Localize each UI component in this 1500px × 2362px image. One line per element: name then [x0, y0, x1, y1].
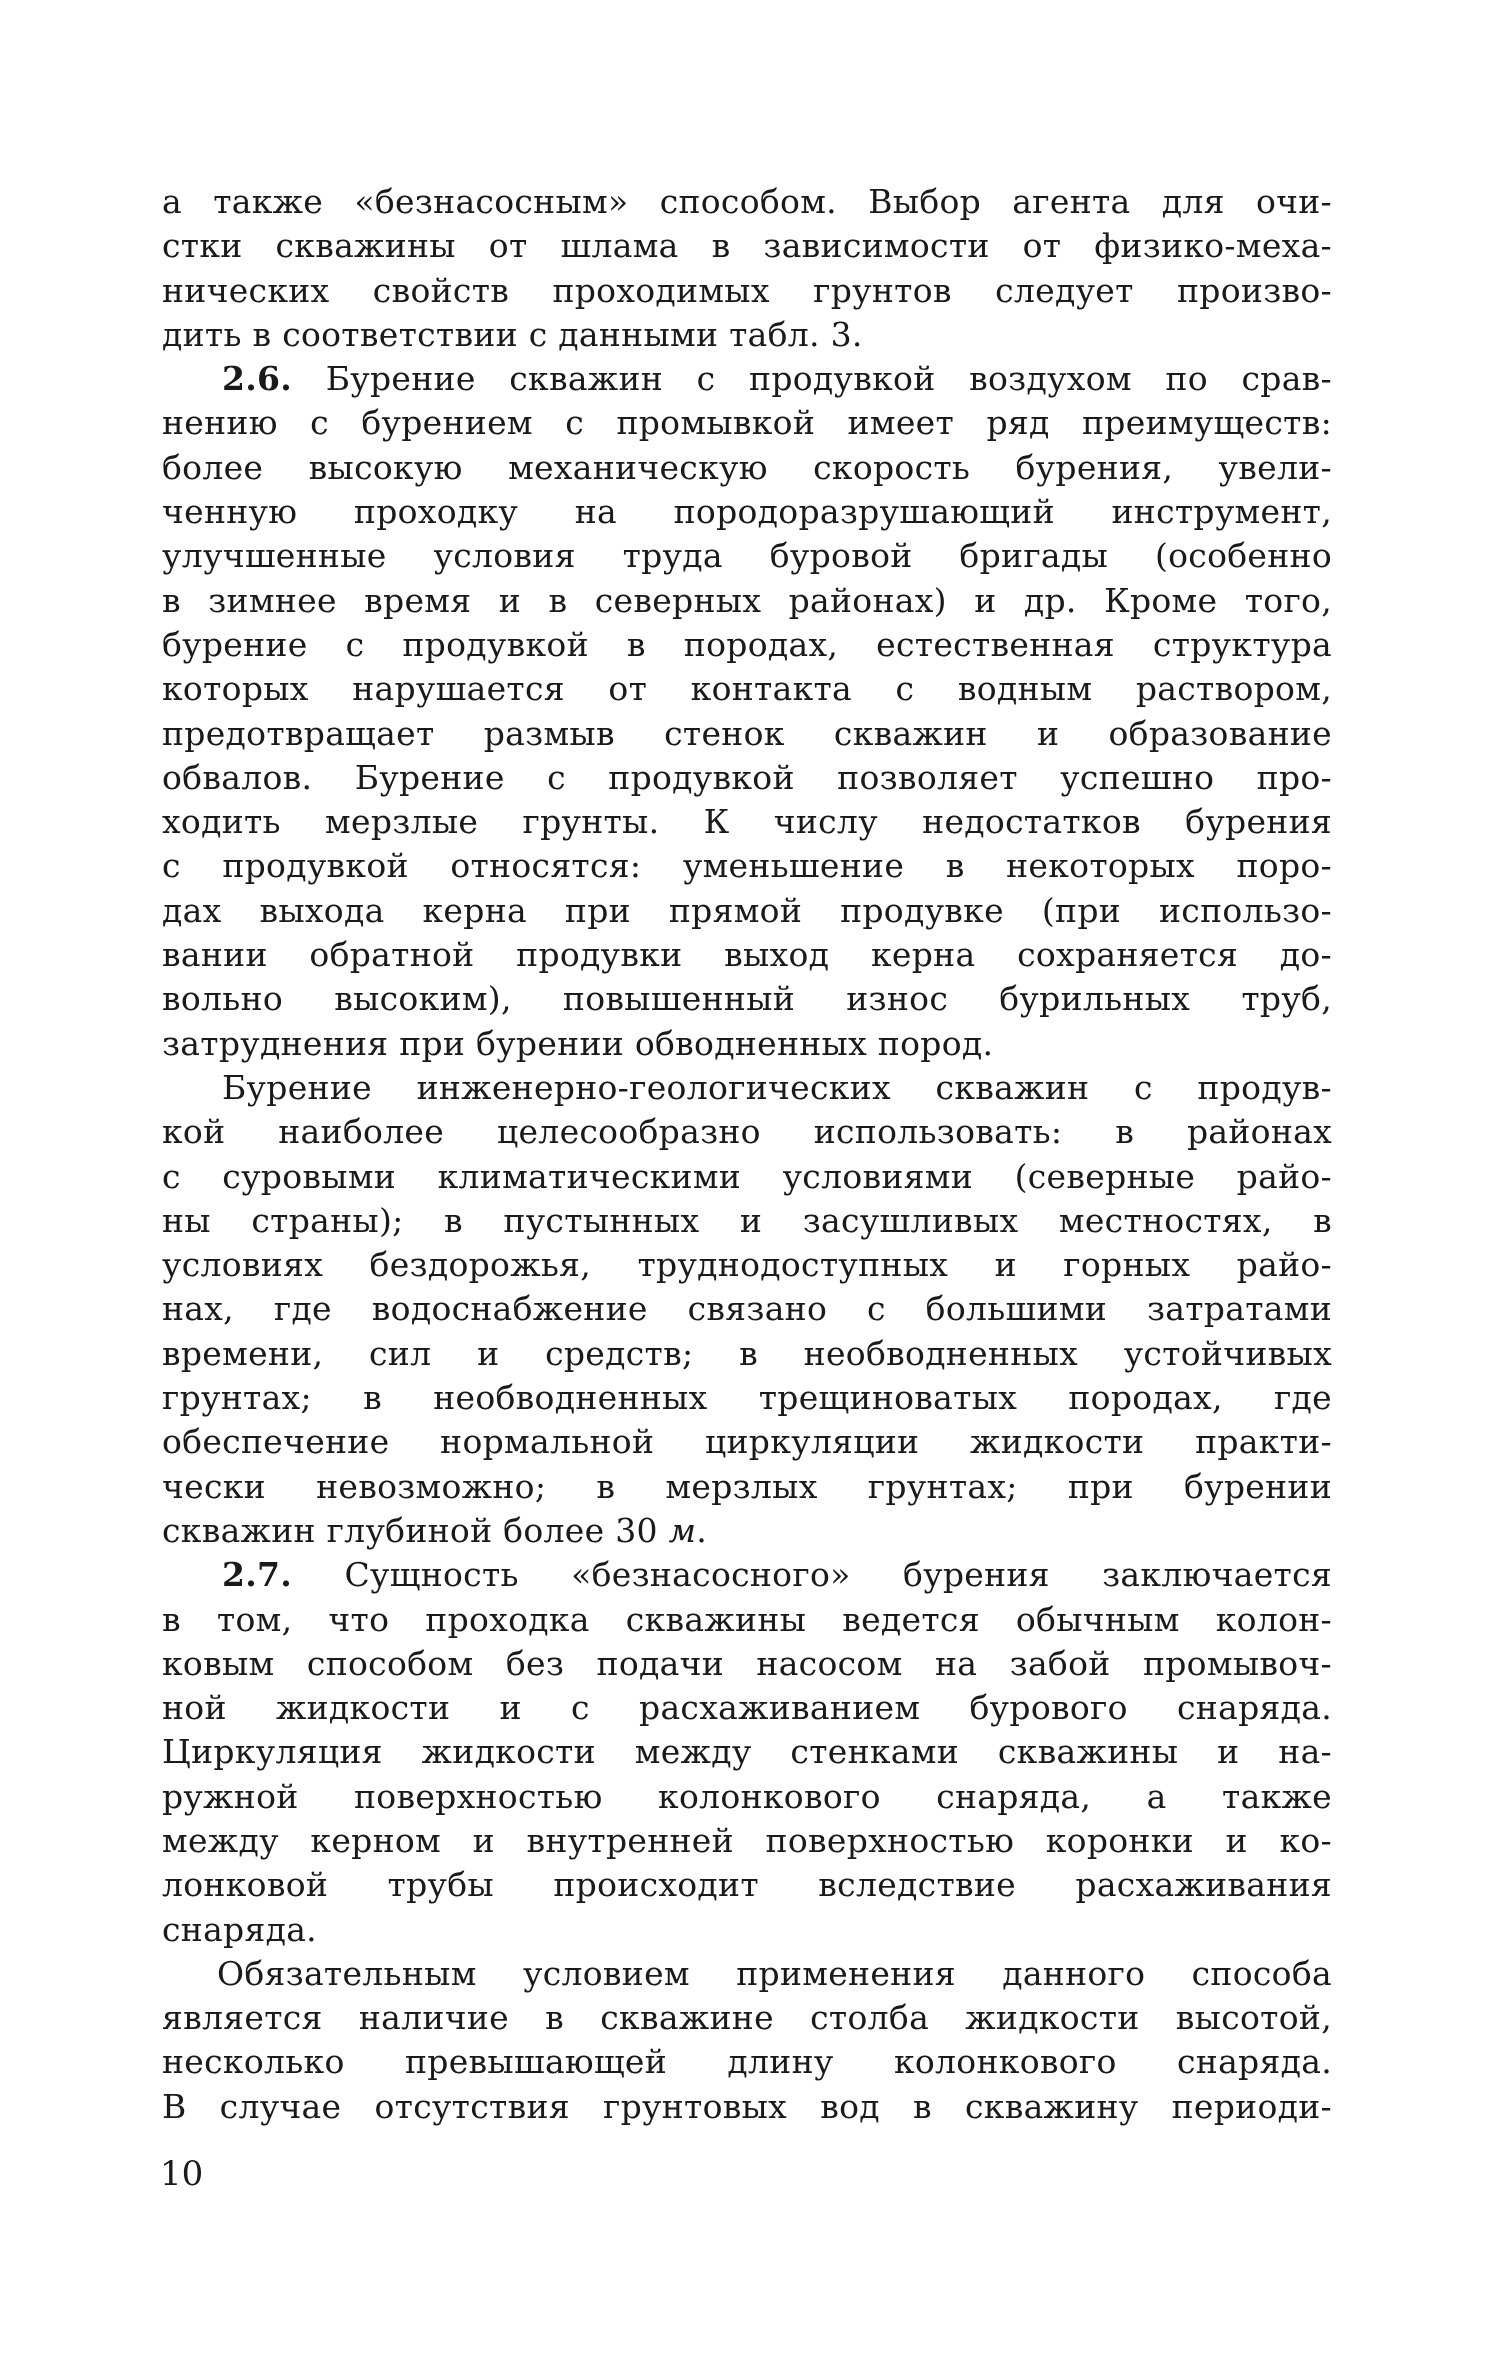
- text-line: [162, 1863, 1332, 1907]
- line-text: нению с бурением с промывкой имеет ряд преимуществ:: [162, 403, 1332, 443]
- line-text: В случае отсутствия грунтовых вод в скважину периоди-: [162, 2086, 1332, 2126]
- text-line: [162, 844, 1332, 888]
- line-text: ны страны); в пустынных и засушливых местностях, в: [162, 1200, 1332, 1240]
- text-line: [162, 1420, 1332, 1464]
- line-text: ченную проходку на породоразрушающий инструмент,: [162, 492, 1332, 532]
- line-text: вании обратной продувки выход керна сохраняется до-: [162, 935, 1332, 975]
- text-line: [162, 1509, 1332, 1553]
- line-text: Бурение скважин с продувкой воздухом по срав-: [292, 359, 1332, 399]
- line-text: вольно высоким), повышенный износ бурильных труб,: [162, 979, 1332, 1019]
- line-text: более высокую механическую скорость бурения, увели-: [162, 447, 1332, 487]
- text-line: [162, 180, 1332, 224]
- text-line: [162, 1686, 1332, 1730]
- line-text: ной жидкости и с расхаживанием бурового снаряда.: [162, 1688, 1332, 1728]
- text-line: [162, 446, 1332, 490]
- text-line: [162, 1376, 1332, 1420]
- line-text: лонковой трубы происходит вследствие расхаживания: [162, 1865, 1332, 1905]
- line-text: затруднения при бурении обводненных пород.: [162, 1023, 994, 1063]
- line-text: в том, что проходка скважины ведется обычным колон-: [162, 1599, 1332, 1639]
- line-text: времени, сил и средств; в необводненных устойчивых: [162, 1333, 1332, 1373]
- text-line: [162, 1155, 1332, 1199]
- line-text: Циркуляция жидкости между стенками скважины и на-: [162, 1732, 1332, 1772]
- line-text: ходить мерзлые грунты. К числу недостатков бурения: [162, 802, 1332, 842]
- line-text: грунтах; в необводненных трещиноватых породах, где: [162, 1378, 1332, 1418]
- line-text: нических свойств проходимых грунтов следует произво-: [162, 270, 1332, 310]
- body-text: [162, 180, 1332, 2129]
- line-text: с продувкой относятся: уменьшение в некоторых поро-: [162, 846, 1332, 886]
- text-line: [162, 534, 1332, 578]
- line-text: условиях бездорожья, труднодоступных и горных райо-: [162, 1245, 1332, 1285]
- text-line: [162, 2085, 1332, 2129]
- line-text: является наличие в скважине столба жидкости высотой,: [162, 1998, 1332, 2038]
- text-line: [162, 756, 1332, 800]
- line-text: стки скважины от шлама в зависимости от физико-меха-: [162, 226, 1332, 266]
- text-line: [162, 1642, 1332, 1686]
- text-line: [162, 1553, 1332, 1597]
- text-line: [162, 1952, 1332, 1996]
- line-text: дах выхода керна при прямой продувке (при использо-: [162, 890, 1332, 930]
- text-line: [162, 1465, 1332, 1509]
- line-text: чески невозможно; в мерзлых грунтах; при бурении: [162, 1466, 1332, 1506]
- text-line: [162, 1730, 1332, 1774]
- text-line: [162, 800, 1332, 844]
- line-text: Обязательным условием применения данного способа: [217, 1953, 1332, 1993]
- text-line: [162, 2040, 1332, 2084]
- text-line: [162, 889, 1332, 933]
- text-line: [162, 1022, 1332, 1066]
- line-text: которых нарушается от контакта с водным раствором,: [162, 669, 1332, 709]
- section-number: 2.7.: [222, 1555, 293, 1595]
- text-line: [162, 1287, 1332, 1331]
- text-line: [162, 977, 1332, 1021]
- text-line: [162, 1066, 1332, 1110]
- line-text: с суровыми климатическими условиями (северные райо-: [162, 1156, 1332, 1196]
- line-text: ковым способом без подачи насосом на забой промывоч-: [162, 1643, 1332, 1683]
- line-text: скважин глубиной более 30: [162, 1510, 669, 1550]
- line-text: а также «безнасосным» способом. Выбор агента для очи-: [162, 182, 1332, 221]
- line-text: обеспечение нормальной циркуляции жидкости практи-: [162, 1422, 1332, 1462]
- text-line: [162, 401, 1332, 445]
- line-text: предотвращает размыв стенок скважин и образование: [162, 713, 1332, 753]
- text-line: [162, 1819, 1332, 1863]
- text-line: [162, 667, 1332, 711]
- line-text: снаряда.: [162, 1909, 317, 1949]
- text-line: [162, 1598, 1332, 1642]
- line-tail: .: [696, 1510, 708, 1550]
- page-number: 10: [160, 2154, 204, 2194]
- text-line: [162, 1996, 1332, 2040]
- line-text: бурение с продувкой в породах, естественная структура: [162, 624, 1332, 664]
- line-text: Сущность «безнасосного» бурения заключается: [292, 1555, 1332, 1595]
- text-line: [162, 357, 1332, 401]
- text-line: [162, 1110, 1332, 1154]
- text-line: [162, 1243, 1332, 1287]
- text-line: [162, 490, 1332, 534]
- section-number: 2.6.: [222, 359, 293, 399]
- line-text: улучшенные условия труда буровой бригады (особенно: [162, 536, 1332, 576]
- line-text: кой наиболее целесообразно использовать: в районах: [162, 1112, 1332, 1152]
- line-text: нах, где водоснабжение связано с большими затратами: [162, 1289, 1332, 1329]
- text-line: [162, 269, 1332, 313]
- line-text: несколько превышающей длину колонкового снаряда.: [162, 2042, 1332, 2082]
- text-line: [162, 224, 1332, 268]
- text-line: [162, 933, 1332, 977]
- line-text: в зимнее время и в северных районах) и др. Кроме того,: [162, 580, 1332, 620]
- unit-label: м: [668, 1510, 697, 1550]
- text-line: [162, 579, 1332, 623]
- text-line: [162, 623, 1332, 667]
- text-line: [162, 313, 1332, 357]
- text-line: [162, 712, 1332, 756]
- text-line: [162, 1332, 1332, 1376]
- line-text: дить в соответствии с данными табл. 3.: [162, 314, 863, 354]
- text-line: [162, 1775, 1332, 1819]
- line-text: обвалов. Бурение с продувкой позволяет успешно про-: [162, 757, 1332, 797]
- line-text: ружной поверхностью колонкового снаряда, а также: [162, 1776, 1332, 1816]
- text-line: [162, 1199, 1332, 1243]
- text-line: [162, 1908, 1332, 1952]
- line-text: между керном и внутренней поверхностью коронки и ко-: [162, 1820, 1332, 1860]
- line-text: Бурение инженерно-геологических скважин с продув-: [222, 1067, 1332, 1107]
